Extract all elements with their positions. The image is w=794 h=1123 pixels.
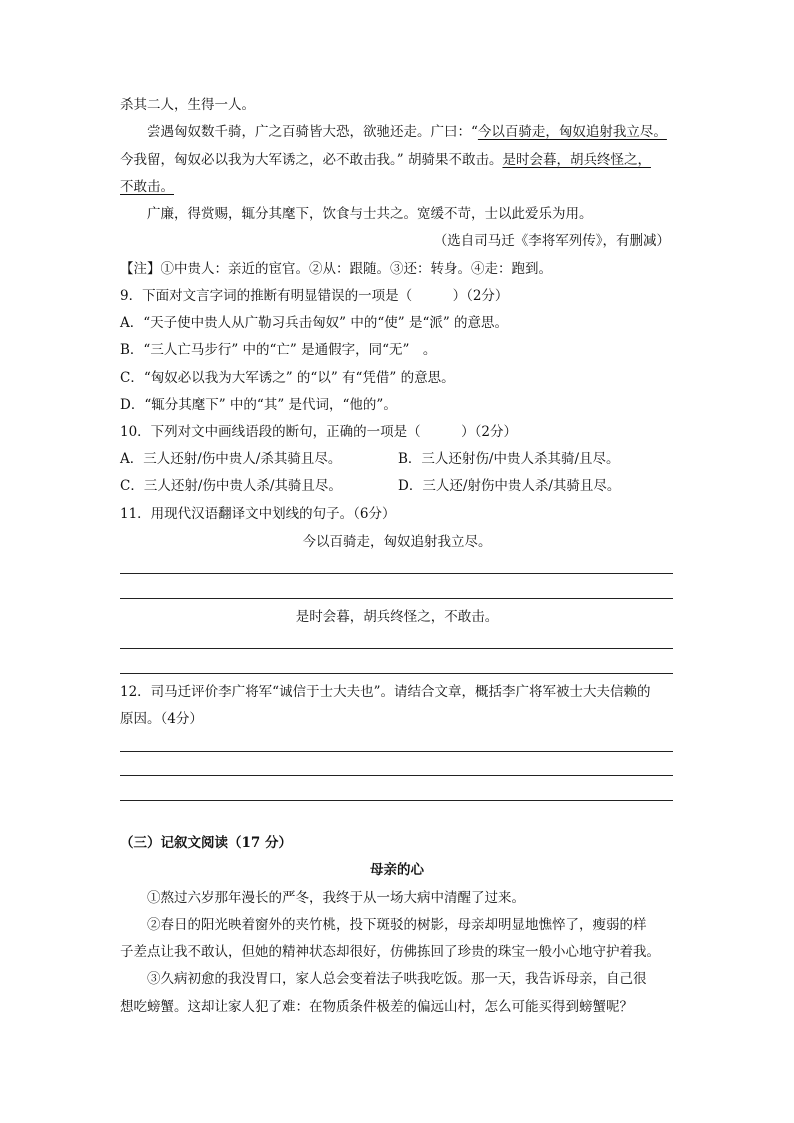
- article-paragraph-1: ①熬过六岁那年漫长的严冬，我终于从一场大病中清醒了过来。: [147, 890, 525, 906]
- q10-stem: 10．下列对文中画线语段的断句，正确的一项是（ ）（2分）: [120, 424, 518, 440]
- q11-stem: 11．用现代汉语翻译文中划线的句子。（6分）: [120, 506, 396, 522]
- q9-option-d: D．“辄分其麾下” 中的“其” 是代词，“他的”。: [120, 397, 397, 413]
- q10-option-b: B．三人还射伤/中贵人杀其骑/且尽。: [398, 451, 620, 467]
- article-paragraph-2-line-2: 子差点让我不敢认，但她的精神状态却很好，仿佛拣回了珍贵的珠宝一般小心地守护着我。: [120, 944, 660, 960]
- q10-option-c: C．三人还射/伤中贵人杀/其骑且尽。: [120, 478, 342, 494]
- text: 今我留，匈奴必以我为大军诱之，必不敢击我。” 胡骑果不敢击。: [120, 152, 503, 168]
- answer-line: [120, 673, 673, 674]
- answer-line: [120, 573, 673, 574]
- article-paragraph-3-line-1: ③久病初愈的我没胃口，家人总会变着法子哄我吃饭。那一天，我告诉母亲，自己很: [147, 971, 647, 987]
- passage-note: [120, 260, 552, 278]
- q9-option-c: C．“匈奴必以我为大军诱之” 的“以” 有“凭借” 的意思。: [120, 370, 455, 386]
- text: 广廉，得赏赐，辄分其麾下，饮食与士共之。宽缓不苛，士以此爱乐为用。: [147, 206, 593, 222]
- text: 杀其二人，生得一人。: [120, 97, 255, 113]
- answer-line: [120, 775, 673, 776]
- q10-option-a: A．三人还射/伤中贵人/杀其骑且尽。: [120, 451, 342, 467]
- text: （选自司马迁《李将军列传》，有删减）: [433, 233, 670, 249]
- text: 【注】①中贵人：亲近的宦官。②从：跟随。③还：转身。④走：跑到。: [120, 261, 552, 277]
- answer-line: [120, 598, 673, 599]
- q9-option-b: B．“三人亡马步行” 中的“亡” 是通假字，同“无” 。: [120, 342, 437, 358]
- q12-stem-line-2: 原因。（4分）: [120, 711, 203, 727]
- text: 尝遇匈奴数千骑，广之百骑皆大恐，欲驰还走。广曰：“: [147, 124, 478, 140]
- underlined-sentence-2-end: 不敢击。: [120, 179, 174, 195]
- underlined-sentence-1: 今以百骑走，匈奴追射我立尽。: [477, 124, 667, 140]
- q9-stem: 9．下面对文言字词的推断有明显错误的一项是（ ）（2分）: [120, 288, 509, 304]
- answer-line: [120, 648, 673, 649]
- q10-option-d: D．三人还/射伤中贵人杀/其骑且尽。: [398, 478, 621, 494]
- q11-sentence-2: 是时会暮，胡兵终怪之，不敢击。: [295, 609, 499, 625]
- q9-option-a: A．“天子使中贵人从广勒习兵击匈奴” 中的“使” 是“派” 的意思。: [120, 315, 509, 331]
- passage-paragraph-2-line-3: [120, 178, 174, 196]
- q12-stem-line-1: 12．司马迁评价李广将军“诚信于士大夫也”。请结合文章，概括李广将军被士大夫信赖的: [120, 684, 651, 700]
- answer-line: [120, 751, 673, 752]
- passage-paragraph-2-line-1: [147, 123, 667, 141]
- passage-paragraph-2-line-2: [120, 151, 651, 169]
- underlined-sentence-2: 是时会暮，胡兵终怪之，: [502, 152, 651, 168]
- section-heading: （三）记叙文阅读（17 分）: [120, 835, 292, 851]
- passage-line: [120, 96, 255, 114]
- article-title: 母亲的心: [370, 862, 424, 878]
- answer-line: [120, 800, 673, 801]
- passage-paragraph-3: [147, 205, 593, 223]
- article-paragraph-2-line-1: ②春日的阳光映着窗外的夹竹桃，投下斑驳的树影，母亲却明显地憔悴了，瘦弱的样: [147, 917, 647, 933]
- q11-sentence-1: 今以百骑走，匈奴追射我立尽。: [302, 534, 492, 550]
- passage-source: [434, 232, 670, 250]
- article-paragraph-3-line-2: 想吃螃蟹。这却让家人犯了难：在物质条件极差的偏远山村，怎么可能买得到螃蟹呢？: [120, 999, 633, 1015]
